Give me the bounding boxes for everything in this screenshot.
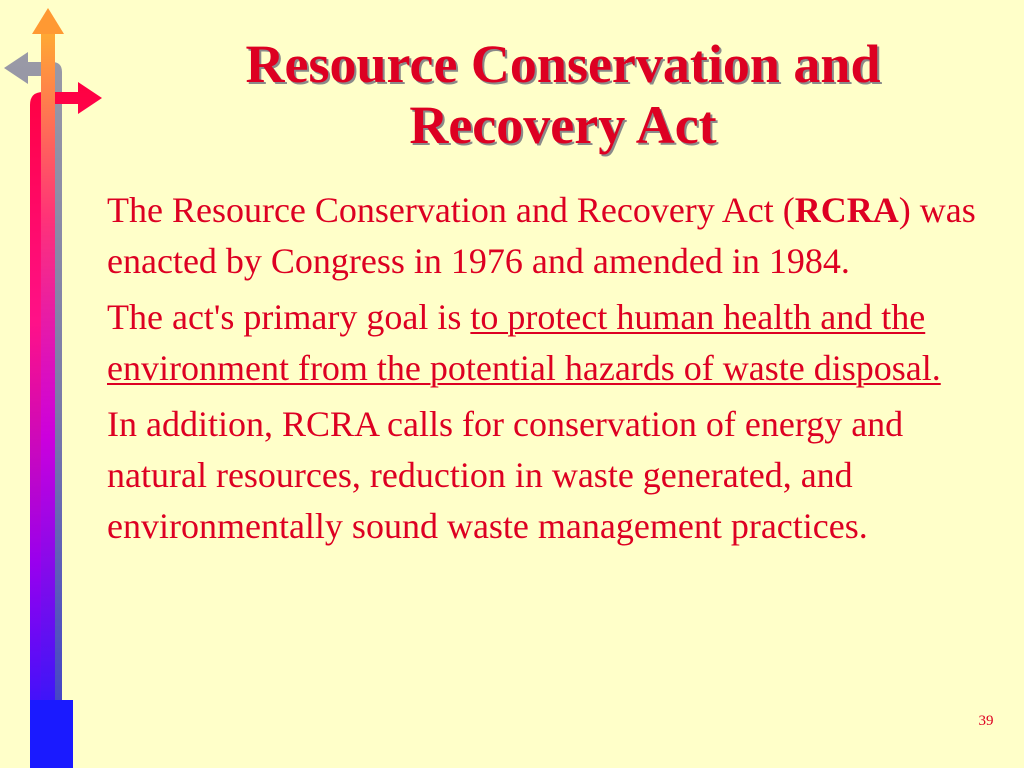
page-number: 39 xyxy=(978,713,994,729)
red-right-arrow xyxy=(30,82,102,768)
primary-goal-underlined: to protect human health and the environment from the potential hazards of waste disposal. xyxy=(107,297,941,388)
paragraph-1-text-after: ) was enacted by Congress in 1976 and amended in 1984. xyxy=(107,190,976,281)
decorative-arrows xyxy=(0,0,110,768)
slide-title-line-2: Recovery Act xyxy=(409,95,717,155)
paragraph-3-text: In addition, RCRA calls for conservation of energy and natural resources, reduction in waste generated, and environmentally sound waste management practices. xyxy=(107,404,904,546)
paragraph-additional-goals xyxy=(107,399,1007,552)
rcra-acronym: RCRA xyxy=(794,190,899,230)
paragraph-1-text-before: The Resource Conservation and Recovery Act ( xyxy=(107,190,795,230)
slide-title-line-1: Resource Conservation and xyxy=(245,34,881,94)
paragraph-rcra-intro xyxy=(107,185,1007,287)
paragraph-2-text-before: The act's primary goal is xyxy=(107,297,471,337)
paragraph-primary-goal xyxy=(107,292,1007,394)
slide-body xyxy=(107,185,1007,557)
slide-title xyxy=(110,34,1016,156)
blue-bar xyxy=(30,700,73,768)
